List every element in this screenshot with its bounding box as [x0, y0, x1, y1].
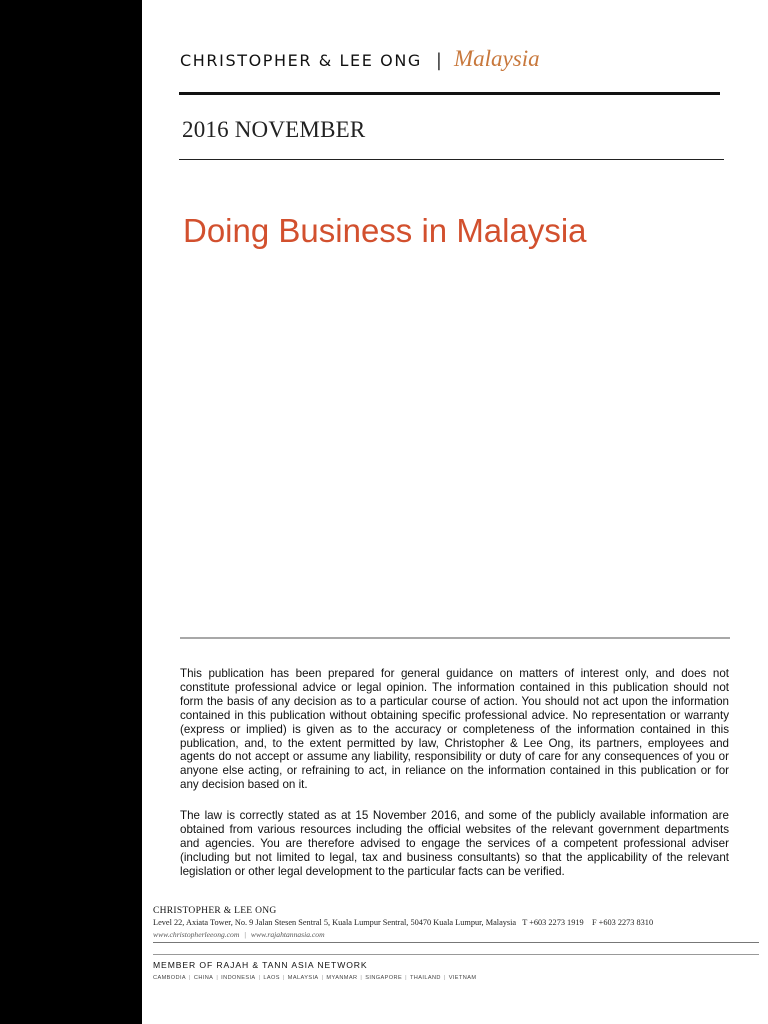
country-separator: |: [321, 975, 324, 981]
network-countries: [153, 974, 759, 982]
footer: [153, 906, 759, 982]
footer-link-separator: |: [244, 930, 246, 939]
logo-country: Malaysia: [453, 46, 540, 71]
disclaimer-paragraph-1: This publication has been prepared for general guidance on matters of interest only, and does not constitute professional advice or legal opinion. The information contained in this publication should not form the basis of any decision as to a particular course of action. You should not act upon the information contained in this publication without obtaining specific professional advice. No representation or warranty (express or implied) is given as to the accuracy or completeness of the information contained in this publication, and, to the extent permitted by law, Christopher & Lee Ong, its partners, employees and agents do not accept or assume any liability, responsibility or duty of care for any consequences of you or anyone else acting, or refraining to act, in reliance on the information contained in this publication or for any decision based on it.: [180, 667, 729, 792]
country-item: CAMBODIA: [153, 975, 187, 981]
country-item: INDONESIA: [221, 975, 256, 981]
disclaimer-paragraph-2: The law is correctly stated as at 15 November 2016, and some of the publicly available information are obtained from various resources including the official websites of the relevant government departments and agencies. You are therefore advised to engage the services of a competent professional adviser (including but not limited to legal, tax and business consultants) so that the applicability of the relevant legislation or other legal development to the particular facts can be verified.: [180, 809, 729, 878]
country-separator: |: [443, 975, 446, 981]
document-page: [142, 0, 768, 1024]
document-title: Doing Business in Malaysia: [183, 212, 587, 249]
header-rule: [179, 92, 720, 95]
country-separator: |: [360, 975, 363, 981]
country-separator: |: [258, 975, 261, 981]
footer-address-line: [153, 917, 759, 929]
country-item: LAOS: [263, 975, 280, 981]
country-separator: |: [189, 975, 191, 981]
country-item: CHINA: [193, 975, 214, 981]
date-rule: [179, 159, 724, 160]
country-separator: |: [405, 975, 407, 981]
country-item: MYANMAR: [326, 975, 358, 981]
footer-address: Level 22, Axiata Tower, No. 9 Jalan Stesen Sentral 5, Kuala Lumpur Sentral, 50470 Kuala Lumpur, Malaysia: [153, 918, 517, 927]
footer-fax: F +603 2273 8310: [591, 918, 654, 927]
country-separator: |: [282, 975, 285, 981]
country-item: VIETNAM: [448, 975, 477, 981]
footer-website-1[interactable]: www.christopherleeong.com: [153, 930, 240, 939]
footer-rule: [153, 942, 759, 943]
network-membership: MEMBER OF RAJAH & TANN ASIA NETWORK: [153, 960, 368, 970]
country-item: SINGAPORE: [365, 975, 403, 981]
disclaimer: [180, 667, 729, 879]
footer-phone: T +603 2273 1919: [522, 918, 584, 927]
footer-website-2[interactable]: www.rajahtannasia.com: [250, 930, 325, 939]
country-item: THAILAND: [409, 975, 441, 981]
country-item: MALAYSIA: [287, 975, 319, 981]
publication-date: 2016 NOVEMBER: [182, 117, 366, 142]
logo-firm-name: CHRISTOPHER & LEE ONG: [180, 51, 422, 70]
disclaimer-rule: [180, 637, 730, 639]
footer-rule-2: [153, 954, 759, 955]
left-black-bar: [0, 0, 142, 1024]
footer-links: [153, 929, 759, 940]
country-separator: |: [216, 975, 219, 981]
footer-firm-name: CHRISTOPHER & LEE ONG: [153, 906, 277, 916]
logo-separator: |: [435, 50, 442, 71]
firm-logo: [180, 46, 540, 72]
